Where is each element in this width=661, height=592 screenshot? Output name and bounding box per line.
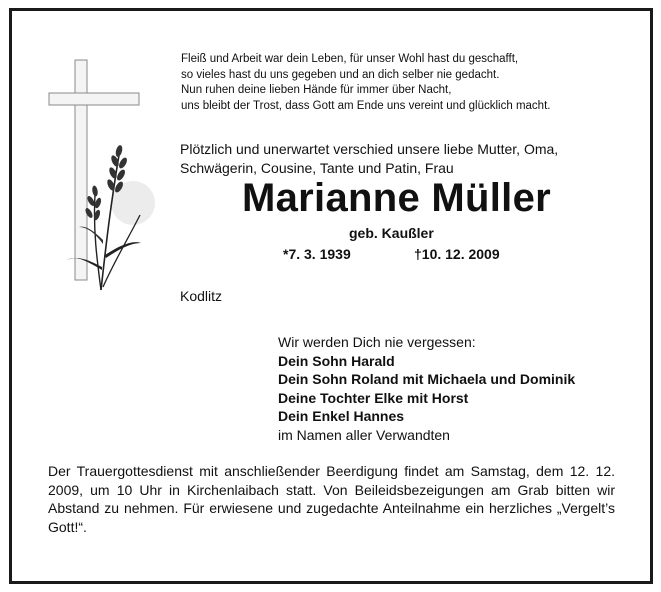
mourner-name: Dein Sohn Harald [278,352,395,369]
service-notice: Der Trauergottesdienst mit anschließender Beerdigung findet am Samstag, dem 12. 12. 2009, um 10 Uhr in Kirchenlaibach statt. Von Beileidsbezeigungen am Grab bitten wir Abstand zu nehmen. Für erwiesene und zugedachte Anteilnahme ein herzliches „Vergelt’s Gott!“. [48,463,615,535]
cross-with-wheat-icon [45,55,165,300]
poem [181,52,550,114]
mourner-name: Deine Tochter Elke mit Horst [278,389,469,406]
death-date: †10. 12. 2009 [414,246,500,262]
birth-date: *7. 3. 1939 [283,246,351,262]
mourner-name: Dein Enkel Hannes [278,408,405,424]
poem-line: uns bleibt der Trost, dass Gott am Ende uns vereint und glücklich macht. [181,99,551,112]
mourner-name: Dein Sohn Roland mit Michaela und Dominik [278,371,576,387]
intro-text [180,140,558,178]
poem-line: so vieles hast du uns gegeben und an dich selber nie gedacht. [181,68,500,81]
mourners-list [278,333,575,444]
maiden-name: geb. Kaußler [349,225,434,241]
mourners-closing: im Namen aller Verwandten [278,426,450,443]
intro-line: Plötzlich und unerwartet verschied unsere liebe Mutter, Oma, [180,141,559,157]
poem-line: Nun ruhen deine lieben Hände für immer über Nacht, [181,84,452,96]
place-name: Kodlitz [180,288,223,304]
deceased-name: Marianne Müller [242,176,552,220]
poem-line: Fleiß und Arbeit war dein Leben, für unser Wohl hast du geschafft, [181,53,519,65]
intro-line: Schwägerin, Cousine, Tante und Patin, Frau [180,160,454,176]
mourners-opening: Wir werden Dich nie vergessen: [278,334,476,350]
